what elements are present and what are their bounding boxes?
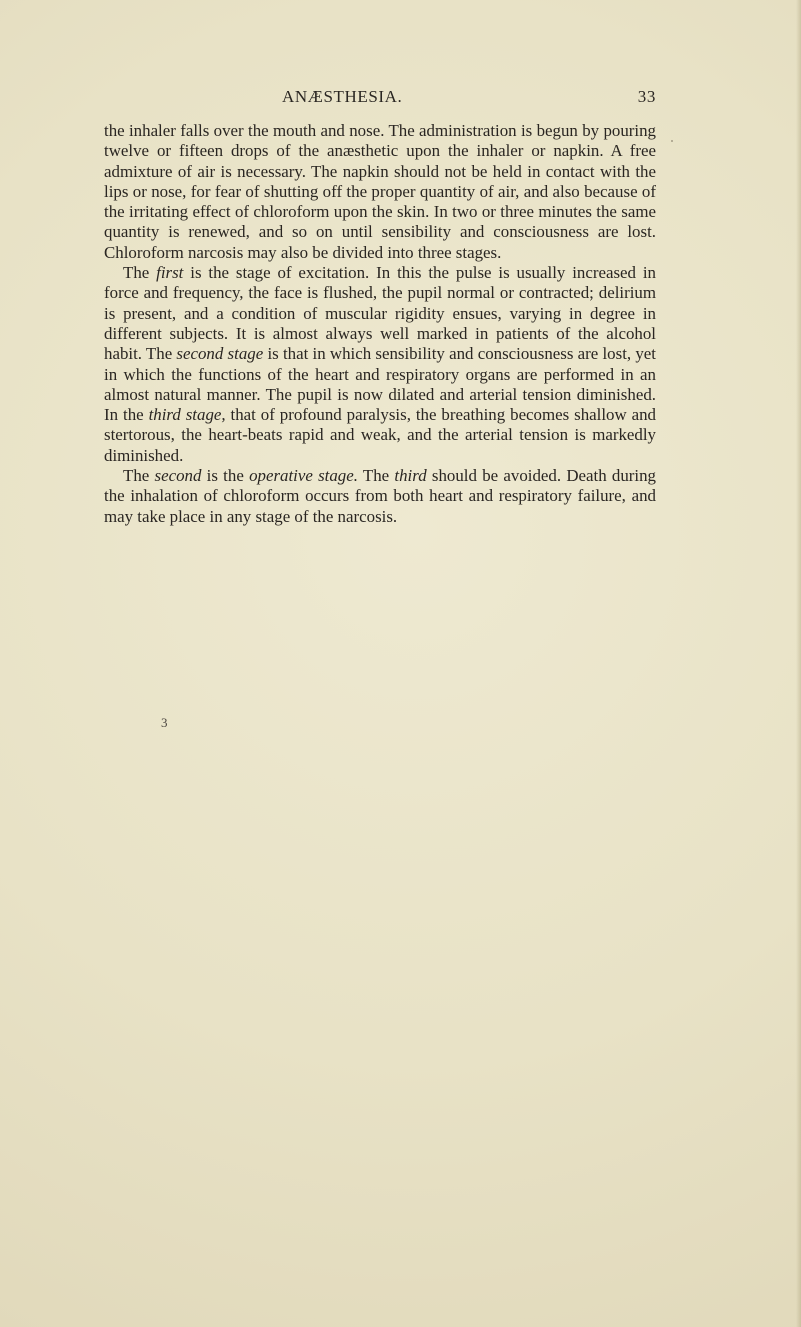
text-run: should be avoided. Death during the inhalation of chloroform occurs from both heart and respiratory failure, and may take place in any stage of the narcosis. [104,466,656,526]
text-run: is that in which sensibility and consciousness are lost, yet in which the functions of the heart and respiratory organs are performed in an almost natural manner. The pupil is now dilated and arterial tension diminished. In the [104,344,656,425]
running-title: ANÆSTHESIA. [282,87,403,106]
italic-term-second: second [154,466,202,486]
italic-term-first: first [156,263,184,283]
page-number: 33 [637,87,656,106]
paragraph-operative-stage [104,466,656,527]
body-text [104,121,656,527]
italic-term-third-stage: third stage, [148,405,226,425]
text-run: The [123,466,155,486]
signature-mark: 3 [161,715,168,730]
text-run: The [357,466,395,486]
paragraph-continuation: the inhaler falls over the mouth and nose. The administration is begun by pouring twelve or fifteen drops of the anæsthetic upon the inhaler or napkin. A free admixture of air is necessary. The napkin should not be held in contact with the lips or nose, for fear of shutting off the proper quantity of air, and also because of the irritating effect of chloroform upon the skin. In two or three minutes the same quantity is renewed, and so on until sensibility and consciousness are lost. Chloroform narcosis may also be divided into three stages. [104,121,656,262]
italic-term-operative-stage: operative stage. [249,466,358,486]
paragraph-stages [104,263,656,466]
text-run: is the stage of excitation. In this the pulse is usually increased in force and frequency, the face is flushed, the pupil normal or contracted; delirium is present, and a condition of muscular rigidity ensues, varying in degree in different subjects. It is almost always well marked in patients of the alcohol habit. The [104,263,656,364]
paper-speck [671,140,673,142]
italic-term-second-stage: second stage [176,344,264,364]
italic-term-third: third [394,466,427,486]
text-run: that of profound paralysis, the breathing becomes shallow and stertorous, the heart-beats rapid and weak, and the arterial tension is markedly diminished. [104,405,657,465]
running-head [104,87,656,111]
text-run: is the [201,466,250,486]
paper-speck [316,93,318,95]
text-run: The [123,263,157,283]
page-edge-shadow [796,0,801,1327]
